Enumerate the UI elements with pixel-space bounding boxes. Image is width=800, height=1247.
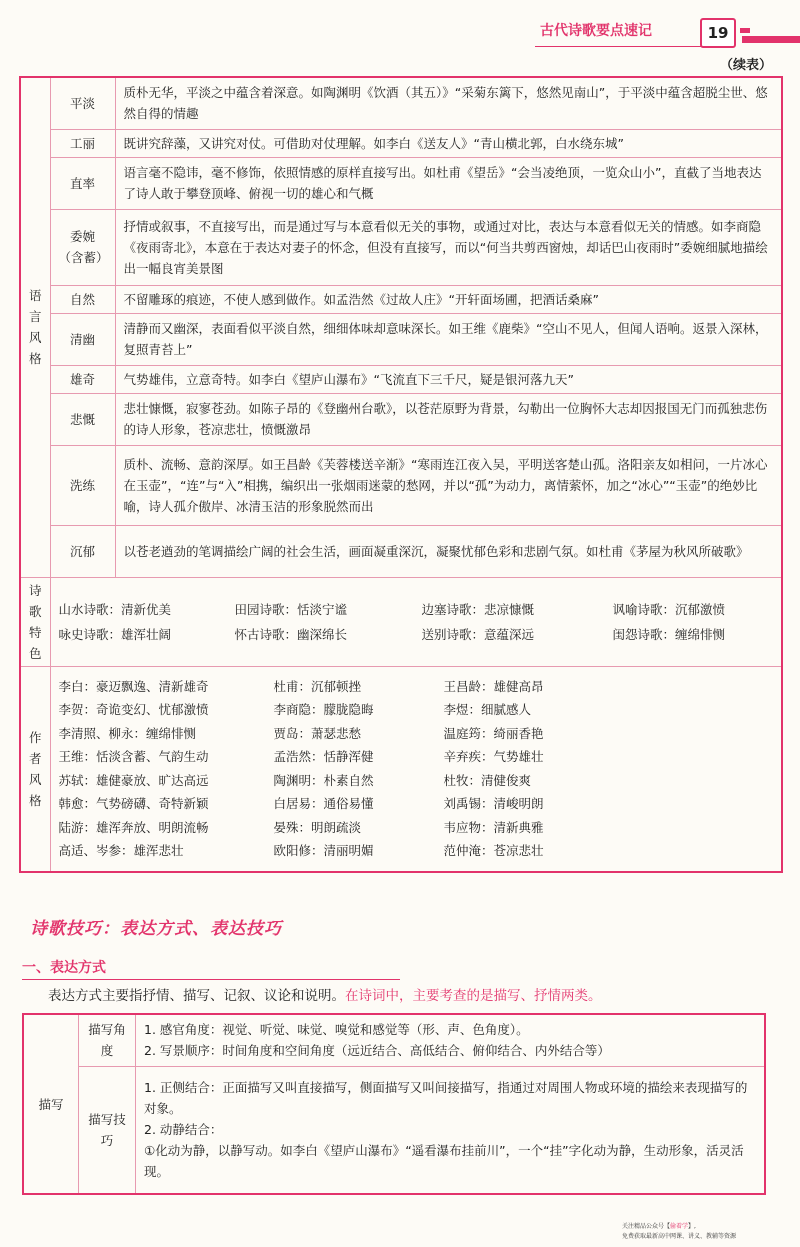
- footer-text: 关注精品公众号【: [622, 1223, 671, 1230]
- author-item: 贾岛：萧瑟悲愁: [273, 725, 362, 741]
- description-content: [136, 1014, 766, 1066]
- style-description: 清静而又幽深，表面看似平淡自然，细细体味却意味深长。如王维《鹿柴》“空山不见人，但闻人语响。返景入深林，复照青苔上”: [115, 313, 782, 365]
- author-item: 刘禹锡：清峻明朗: [443, 796, 544, 812]
- footer-line-2: 免费获取最新高中网课、讲义、教辅等资源: [622, 1233, 737, 1240]
- continued-label: （续表）: [720, 58, 773, 73]
- footer-text-end: 】,: [688, 1223, 696, 1230]
- description-line: 1. 正侧结合：正面描写又叫直接描写，侧面描写又叫间接描写，指通过对周围人物或环境的描绘来表现描写的对象。: [144, 1080, 748, 1117]
- style-row: [20, 365, 782, 393]
- author-item: 李白：豪迈飘逸、清新雄奇: [58, 678, 209, 694]
- author-item: 李商隐：朦胧隐晦: [273, 702, 374, 718]
- author-item: 王昌龄：雄健高昂: [443, 678, 544, 694]
- author-item: 李贺：奇诡变幻、忧郁激愤: [58, 702, 209, 718]
- intro-highlight: 在诗词中，主要考查的是描写、抒情两类。: [345, 988, 602, 1004]
- style-row: [20, 445, 782, 525]
- author-item: 李清照、柳永：缠绵悱恻: [58, 725, 197, 741]
- feature-item: 田园诗歌：恬淡宁谧: [234, 601, 348, 617]
- author-item: 温庭筠：绮丽香艳: [443, 725, 544, 741]
- description-line: 1. 感官角度：视觉、听觉、味觉、嗅觉和感觉等（形、声、色角度）。: [144, 1022, 529, 1038]
- style-description: 以苍老遒劲的笔调描绘广阔的社会生活，画面凝重深沉，凝聚忧郁色彩和悲剧气氛。如杜甫《茅屋为秋风所破歌》: [115, 525, 782, 577]
- author-item: 范仲淹：苍凉悲壮: [443, 843, 544, 859]
- author-item: 孟浩然：恬静浑健: [273, 749, 374, 765]
- author-item: 杜甫：沉郁顿挫: [273, 678, 362, 694]
- description-type: 描写角度: [79, 1014, 136, 1066]
- style-description: 抒情或叙事，不直接写出，而是通过写与本意看似无关的事物，或通过对比，表达与本意看似无关的情感。如李商隐《夜雨寄北》，本意在于表达对妻子的怀念，但没有直接写，而以“何当共剪西窗烛，却话巴山夜雨时”委婉细腻地描绘出一幅良宵美景图: [115, 209, 782, 285]
- description-row: [23, 1066, 765, 1194]
- author-item: 欧阳修：清丽明媚: [273, 843, 374, 859]
- style-row: [20, 157, 782, 209]
- poetry-style-table: [19, 76, 783, 873]
- style-row: [20, 209, 782, 285]
- style-name: 直率: [50, 157, 115, 209]
- feature-item: 闺怨诗歌：缠绵悱恻: [612, 626, 726, 642]
- description-row: [23, 1014, 765, 1066]
- description-table: [22, 1013, 766, 1195]
- feature-item: 咏史诗歌：雄浑壮阔: [58, 626, 172, 642]
- author-item: 杜牧：清健俊爽: [443, 772, 532, 788]
- feature-item: 边塞诗歌：悲凉慷慨: [421, 601, 535, 617]
- author-item: 辛弃疾：气势雄壮: [443, 749, 544, 765]
- intro-paragraph: [48, 984, 602, 1004]
- style-name: 洗练: [50, 445, 115, 525]
- style-description: 气势雄伟，立意奇特。如李白《望庐山瀑布》“飞流直下三千尺，疑是银河落九天”: [115, 365, 782, 393]
- description-content: [136, 1066, 766, 1194]
- style-description: 语言毫不隐讳，毫不修饰，依照情感的原样直接写出。如杜甫《望岳》“会当凌绝顶，一览众山小”，直截了当地表达了诗人敢于攀登顶峰、俯视一切的雄心和气概: [115, 157, 782, 209]
- authors-row: [20, 666, 782, 872]
- category-author-style: 作者风格: [20, 666, 50, 872]
- style-name: 沉郁: [50, 525, 115, 577]
- description-line: ①化动为静，以静写动。如李白《望庐山瀑布》“遥看瀑布挂前川”，一个“挂”字化动为静，生动形象，活灵活现。: [144, 1143, 744, 1180]
- style-description: 质朴无华，平淡之中蕴含着深意。如陶渊明《饮酒（其五）》“采菊东篱下，悠然见南山”，于平淡中蕴含超脱尘世、悠然自得的情趣: [115, 77, 782, 129]
- description-line: 2. 动静结合：: [144, 1122, 223, 1138]
- features-cell: [50, 577, 782, 666]
- header-decoration: [740, 28, 750, 33]
- author-item: 白居易：通俗易懂: [273, 796, 374, 812]
- features-grid: [59, 599, 773, 645]
- style-row: [20, 77, 782, 129]
- style-row: [20, 285, 782, 313]
- style-row: [20, 313, 782, 365]
- section-title: 诗歌技巧：表达方式、表达技巧: [30, 919, 282, 939]
- features-row: [20, 577, 782, 666]
- style-description: 质朴、流畅、意韵深厚。如王昌龄《芙蓉楼送辛渐》“寒雨连江夜入吴，平明送客楚山孤。洛阳亲友如相问，一片冰心在玉壶”，“连”与“入”相携，编织出一张烟雨迷蒙的愁网，并以“孤”为动力，离情萦怀，加之“冰心”“玉壶”的绝妙比喻，诗人孤介傲岸、冰清玉洁的形象脱然而出: [115, 445, 782, 525]
- style-row: [20, 393, 782, 445]
- author-item: 苏轼：雄健豪放、旷达高远: [58, 772, 209, 788]
- footer-line-1: [622, 1222, 736, 1232]
- style-name: 工丽: [50, 129, 115, 157]
- style-description: 不留雕琢的痕迹，不使人感到做作。如孟浩然《过故人庄》“开轩面场圃，把酒话桑麻”: [115, 285, 782, 313]
- author-item: 韦应物：清新典雅: [443, 819, 544, 835]
- style-name: 雄奇: [50, 365, 115, 393]
- feature-item: 讽喻诗歌：沉郁激愤: [612, 601, 726, 617]
- style-row: [20, 525, 782, 577]
- style-name: 自然: [50, 285, 115, 313]
- page-number: 19: [700, 18, 736, 48]
- author-item: 韩愈：气势磅礴、奇特新颖: [58, 796, 209, 812]
- author-item: 高适、岑参：雄浑悲壮: [58, 843, 184, 859]
- authors-grid: [59, 676, 773, 862]
- feature-item: 山水诗歌：清新优美: [58, 601, 172, 617]
- section-underline: [22, 979, 400, 980]
- style-description: 悲壮慷慨，寂寥苍劲。如陈子昂的《登幽州台歌》，以苍茫原野为背景，勾勒出一位胸怀大志却因报国无门而孤独悲伤的诗人形象，苍凉悲壮，愤慨激昂: [115, 393, 782, 445]
- footer-note: [622, 1222, 736, 1242]
- description-type: 描写技巧: [79, 1066, 136, 1194]
- footer-highlight: 偷着学: [670, 1223, 689, 1230]
- intro-text: 表达方式主要指抒情、描写、记叙、议论和说明。: [48, 988, 345, 1004]
- style-row: [20, 129, 782, 157]
- style-name: 悲慨: [50, 393, 115, 445]
- author-item: 陶渊明：朴素自然: [273, 772, 374, 788]
- style-name: 平淡: [50, 77, 115, 129]
- header-decoration-bar: [742, 36, 800, 43]
- header-title: 古代诗歌要点速记: [540, 23, 652, 39]
- category-language-style: 语言风格: [20, 77, 50, 577]
- section-subtitle: 一、表达方式: [22, 960, 106, 976]
- feature-item: 怀古诗歌：幽深绵长: [234, 626, 348, 642]
- authors-cell: [50, 666, 782, 872]
- author-item: 晏殊：明朗疏淡: [273, 819, 362, 835]
- author-item: 李煜：细腻感人: [443, 702, 532, 718]
- feature-item: 送别诗歌：意蕴深远: [421, 626, 535, 642]
- style-name: 委婉（含蓄）: [50, 209, 115, 285]
- author-item: 陆游：雄浑奔放、明朗流畅: [58, 819, 209, 835]
- author-item: 王维：恬淡含蓄、气韵生动: [58, 749, 209, 765]
- description-line: 2. 写景顺序：时间角度和空间角度（远近结合、高低结合、俯仰结合、内外结合等）: [144, 1043, 610, 1059]
- style-name: 清幽: [50, 313, 115, 365]
- category-poem-features: 诗歌特色: [20, 577, 50, 666]
- style-description: 既讲究辞藻，又讲究对仗。可借助对仗理解。如李白《送友人》“青山横北郭，白水绕东城”: [115, 129, 782, 157]
- category-description: 描写: [23, 1014, 79, 1194]
